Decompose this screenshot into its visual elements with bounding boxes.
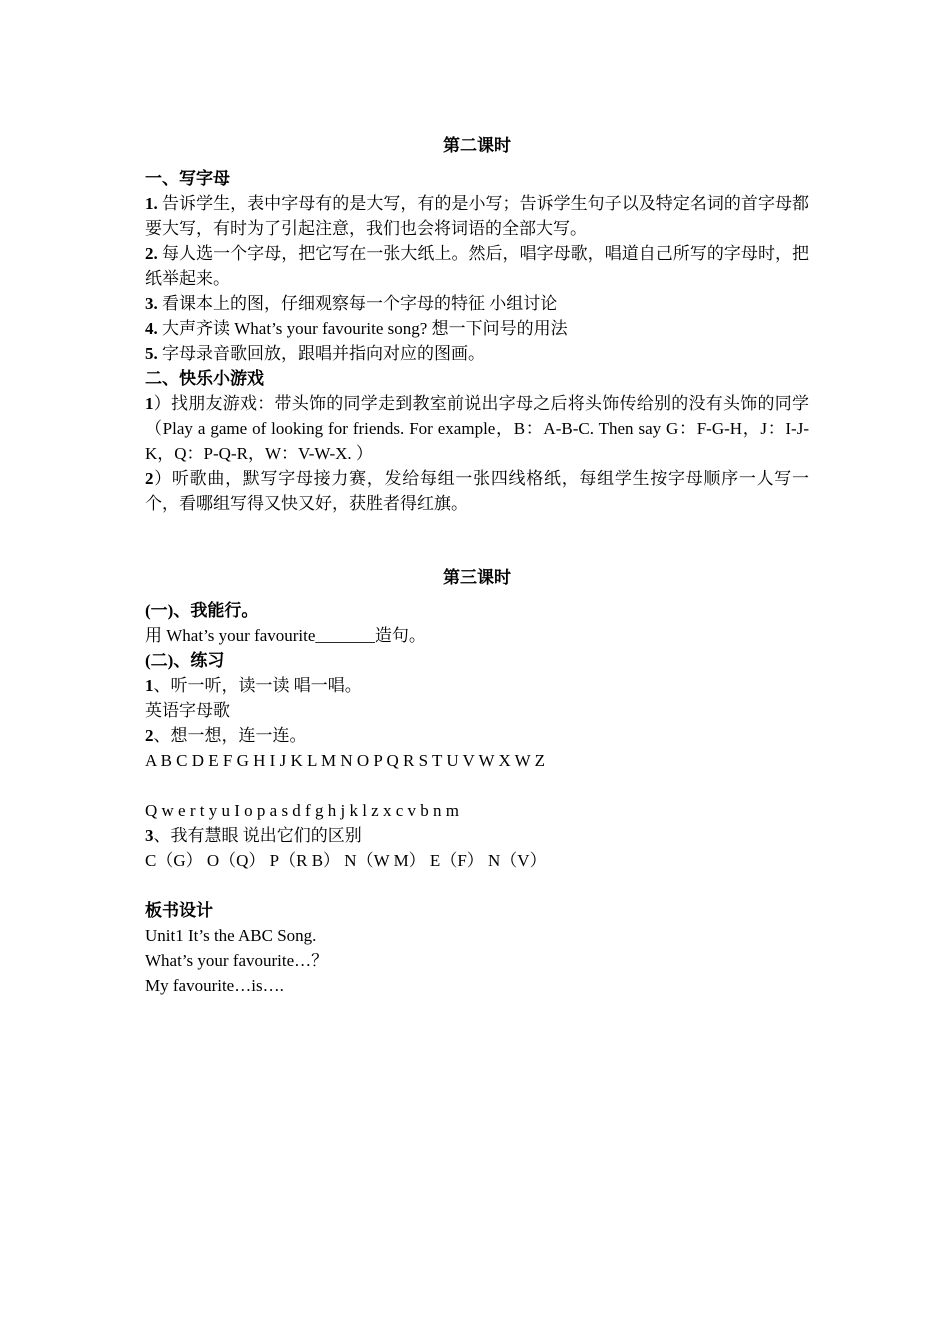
- item-text: 每人选一个字母，把它写在一张大纸上。然后，唱字母歌，唱道自己所写的字母时，把纸举起来。: [145, 244, 809, 288]
- list-item: [145, 316, 809, 341]
- exercise-number: 1: [145, 676, 154, 695]
- item-number: 3.: [145, 294, 158, 313]
- board-line: What’s your favourite…？: [145, 951, 329, 970]
- lesson2-title: 第二课时: [443, 136, 511, 155]
- board-design-heading: 板书设计: [145, 901, 213, 920]
- exercise-1: [145, 673, 809, 698]
- item-text: ）找朋友游戏：带头饰的同学走到教室前说出字母之后将头饰传给别的没有头饰的同学（Play a game of looking for friends. For example，B：A-B-C. Then say G：F-G-H，J：I-J-K，Q：P-Q-R，W：V-W-X. ）: [145, 394, 809, 463]
- lowercase-letters-row: Q w e r t y u I o p a s d f g h j k l z x c v b n m: [145, 801, 459, 820]
- item-number: 1.: [145, 194, 158, 213]
- item-number: 1: [145, 394, 154, 413]
- lesson3-title: 第三课时: [443, 568, 511, 587]
- part1-text: 用 What’s your favourite_______造句。: [145, 626, 426, 645]
- item-text: ）听歌曲，默写字母接力赛，发给每组一张四线格纸，每组学生按字母顺序一人写一个，看哪组写得又快又好，获胜者得红旗。: [145, 469, 809, 513]
- compare-letters-row: C（G） O（Q） P（R B） N（W M） E（F） N（V）: [145, 851, 547, 870]
- board-line: Unit1 It’s the ABC Song.: [145, 926, 317, 945]
- item-text: 看课本上的图，仔细观察每一个字母的特征 小组讨论: [157, 294, 558, 313]
- list-item: [145, 466, 809, 516]
- list-item: [145, 241, 809, 291]
- list-item: [145, 191, 809, 241]
- uppercase-letters-row: A B C D E F G H I J K L M N O P Q R S T U V W X W Z: [145, 751, 546, 770]
- item-text: 告诉学生，表中字母有的是大写，有的是小写；告诉学生句子以及特定名词的首字母都要大写，有时为了引起注意，我们也会将词语的全部大写。: [145, 194, 809, 238]
- document-page: [145, 133, 809, 998]
- exercise-text: 、想一想，连一连。: [153, 726, 307, 745]
- board-line: My favourite…is….: [145, 976, 284, 995]
- exercise-text: 、听一听，读一读 唱一唱。: [153, 676, 362, 695]
- exercise-3: [145, 823, 809, 848]
- list-item: [145, 341, 809, 366]
- exercise-text: 、我有慧眼 说出它们的区别: [153, 826, 362, 845]
- part2-heading: (二)、练习: [145, 651, 225, 670]
- item-number: 2: [145, 469, 154, 488]
- section-heading-write-letters: 一、写字母: [145, 169, 230, 188]
- exercise-2: [145, 723, 809, 748]
- part1-heading: (一)、我能行。: [145, 601, 259, 620]
- song-name: 英语字母歌: [145, 701, 230, 720]
- exercise-number: 2: [145, 726, 154, 745]
- item-number: 5.: [145, 344, 158, 363]
- list-item: [145, 391, 809, 466]
- item-number: 2.: [145, 244, 158, 263]
- section-heading-games: 二、快乐小游戏: [145, 369, 264, 388]
- item-text: 字母录音歌回放，跟唱并指向对应的图画。: [157, 344, 485, 363]
- exercise-number: 3: [145, 826, 154, 845]
- list-item: [145, 291, 809, 316]
- item-text: 大声齐读 What’s your favourite song? 想一下问号的用法: [157, 319, 568, 338]
- item-number: 4.: [145, 319, 158, 338]
